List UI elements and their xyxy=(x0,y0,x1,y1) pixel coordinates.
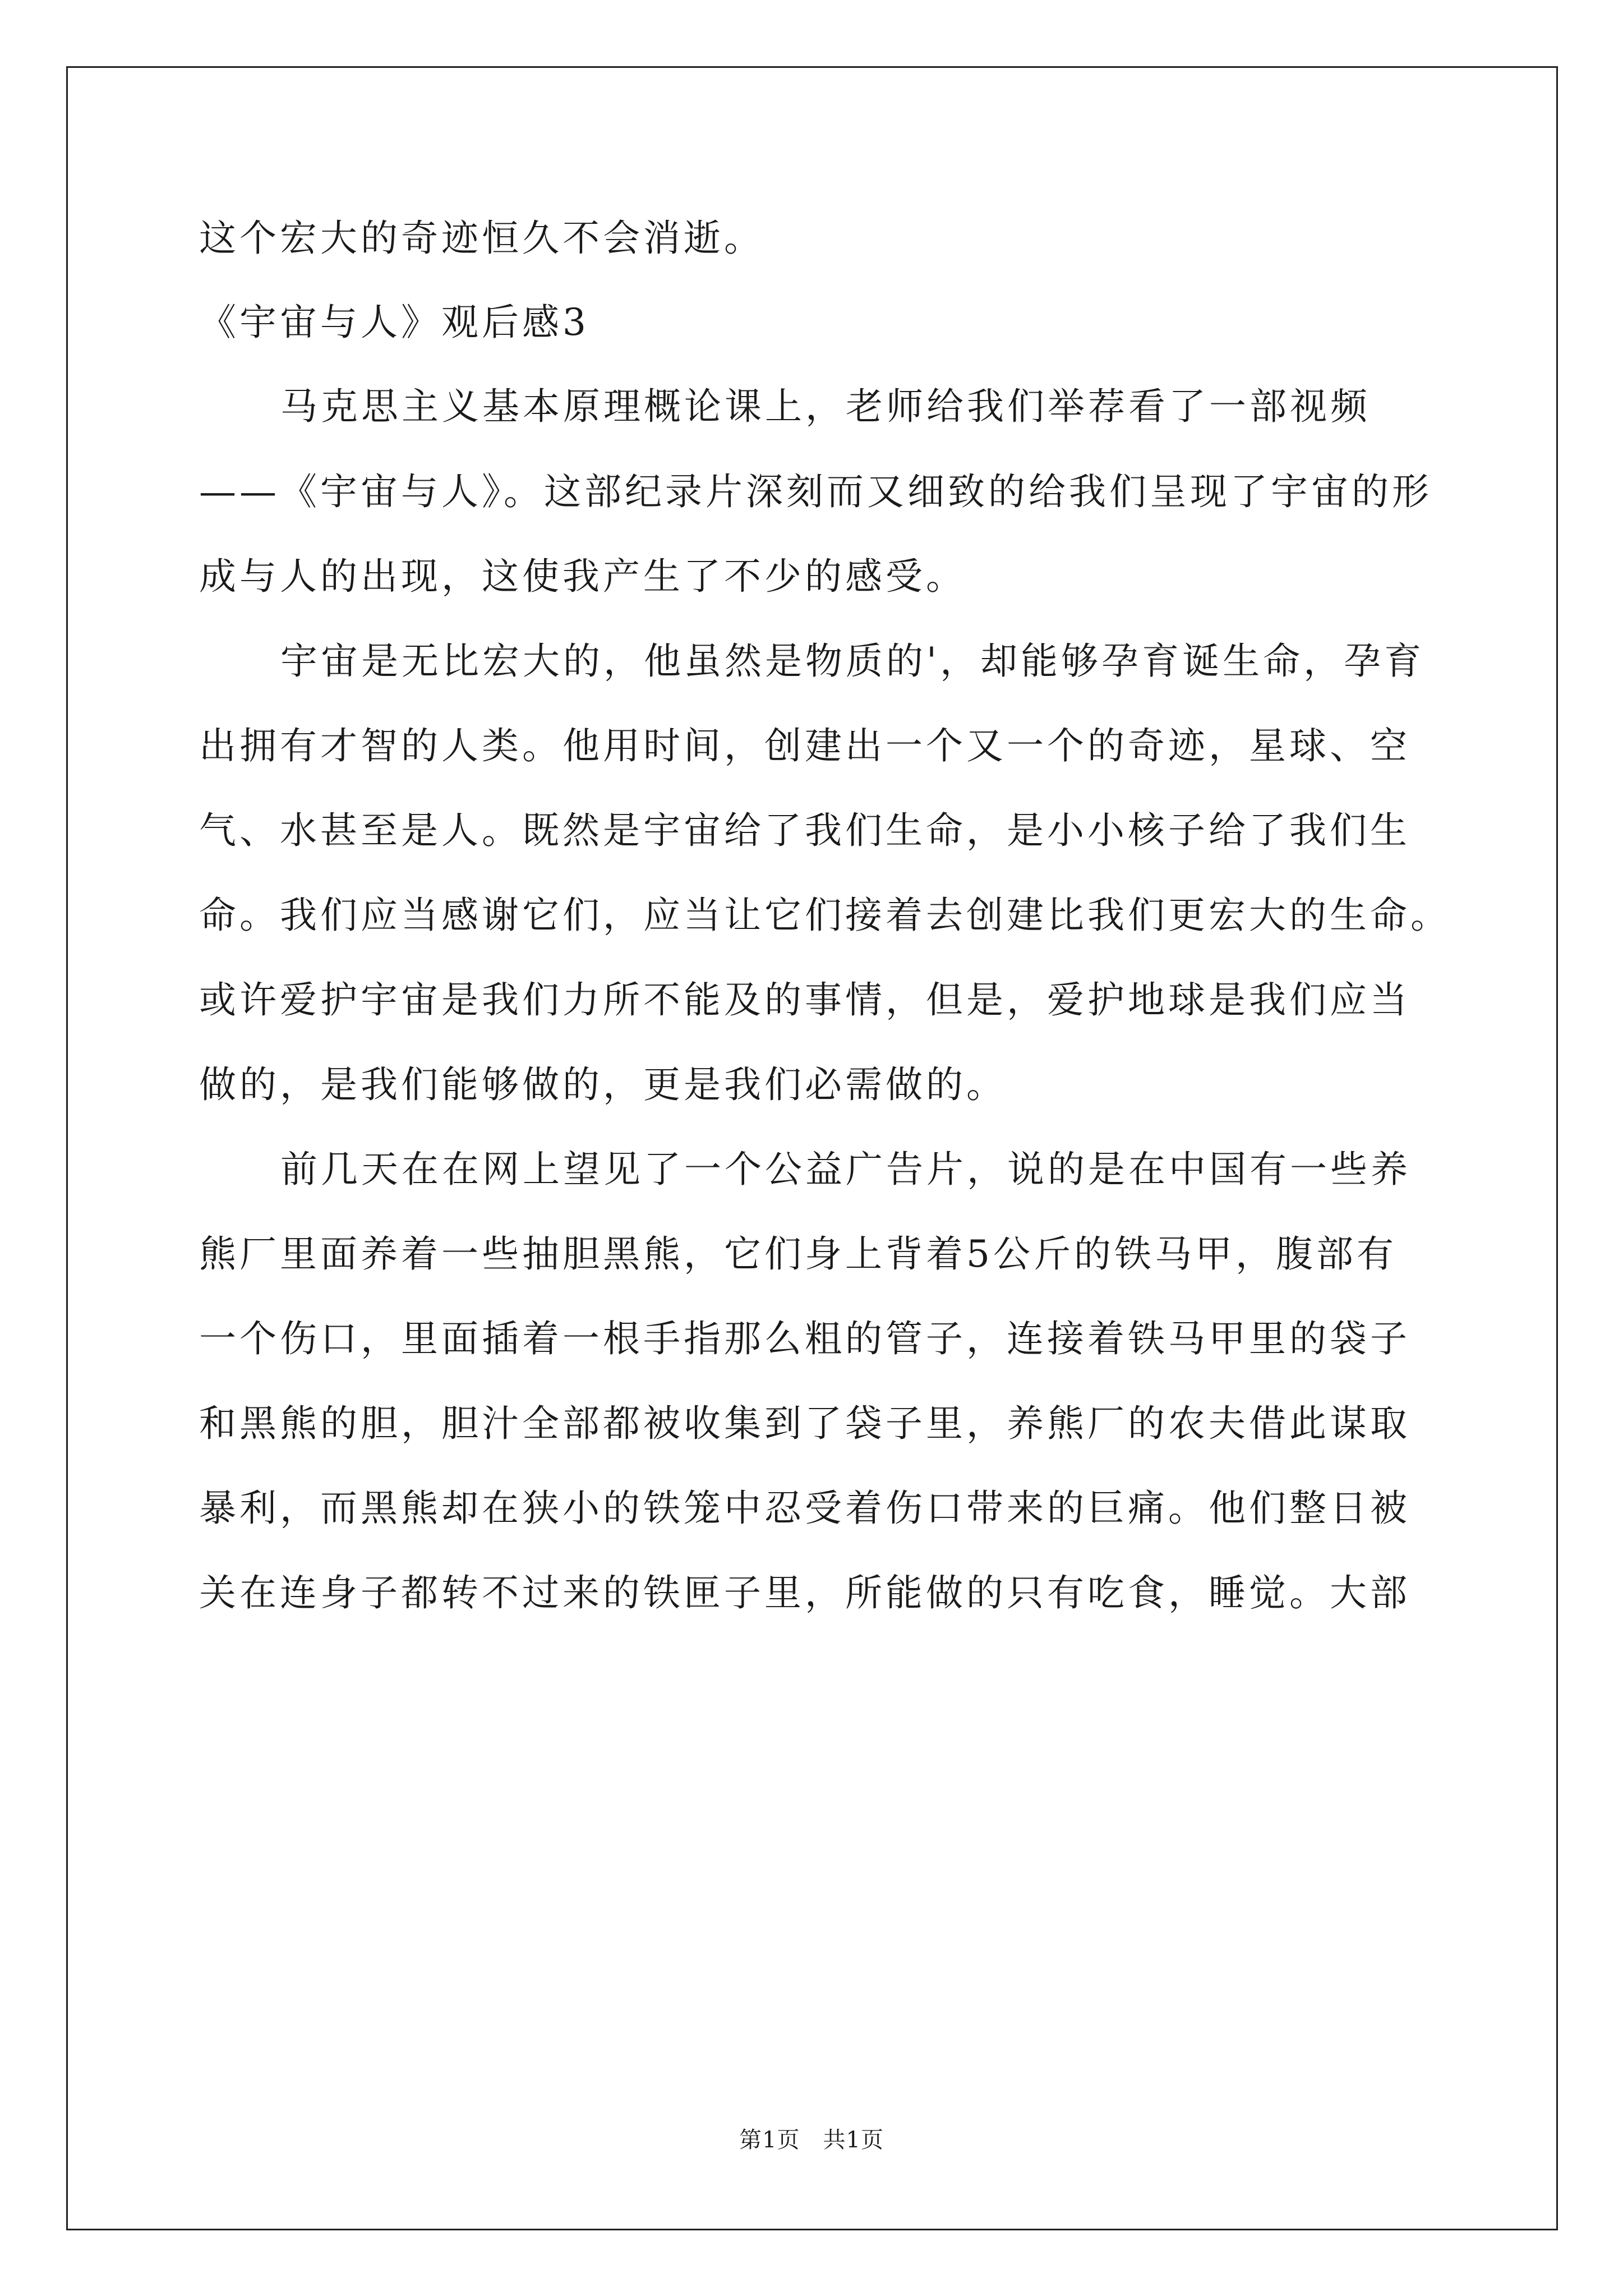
paragraph-line: 前几天在在网上望见了一个公益广告片，说的是在中国有一些养 xyxy=(280,1148,1411,1191)
section-heading: 《宇宙与人》观后感3 xyxy=(199,301,589,344)
text-line: 这个宏大的奇迹恒久不会消逝。 xyxy=(199,217,764,260)
paragraph-line: 气、水甚至是人。既然是宇宙给了我们生命，是小小核子给了我们生 xyxy=(199,809,1410,852)
paragraph-line: 成与人的出现，这使我产生了不少的感受。 xyxy=(199,555,966,598)
paragraph-line: ——《宇宙与人》。这部纪录片深刻而又细致的给我们呈现了宇宙的形 xyxy=(199,470,1432,513)
paragraph-line: 和黑熊的胆，胆汁全部都被收集到了袋子里，养熊厂的农夫借此谋取 xyxy=(199,1402,1410,1445)
paragraph-line: 命。我们应当感谢它们，应当让它们接着去创建比我们更宏大的生命。 xyxy=(199,894,1451,937)
paragraph-line: 暴利，而黑熊却在狭小的铁笼中忍受着伤口带来的巨痛。他们整日被 xyxy=(199,1487,1410,1530)
paragraph-line: 宇宙是无比宏大的，他虽然是物质的'，却能够孕育诞生命，孕育 xyxy=(280,639,1425,683)
paragraph-line: 一个伤口，里面插着一根手指那么粗的管子，连接着铁马甲里的袋子 xyxy=(199,1317,1410,1360)
page-footer: 第1页 共1页 xyxy=(739,2127,884,2153)
paragraph-line: 出拥有才智的人类。他用时间，创建出一个又一个的奇迹，星球、空 xyxy=(199,724,1410,767)
paragraph-line: 马克思主义基本原理概论课上，老师给我们举荐看了一部视频 xyxy=(280,385,1371,428)
paragraph-line: 或许爱护宇宙是我们力所不能及的事情，但是，爱护地球是我们应当 xyxy=(199,978,1410,1022)
paragraph-line: 熊厂里面养着一些抽胆黑熊，它们身上背着5公斤的铁马甲，腹部有 xyxy=(199,1232,1397,1276)
paragraph-line: 做的，是我们能够做的，更是我们必需做的。 xyxy=(199,1063,1007,1106)
paragraph-line: 关在连身子都转不过来的铁匣子里，所能做的只有吃食，睡觉。大部 xyxy=(199,1571,1410,1614)
